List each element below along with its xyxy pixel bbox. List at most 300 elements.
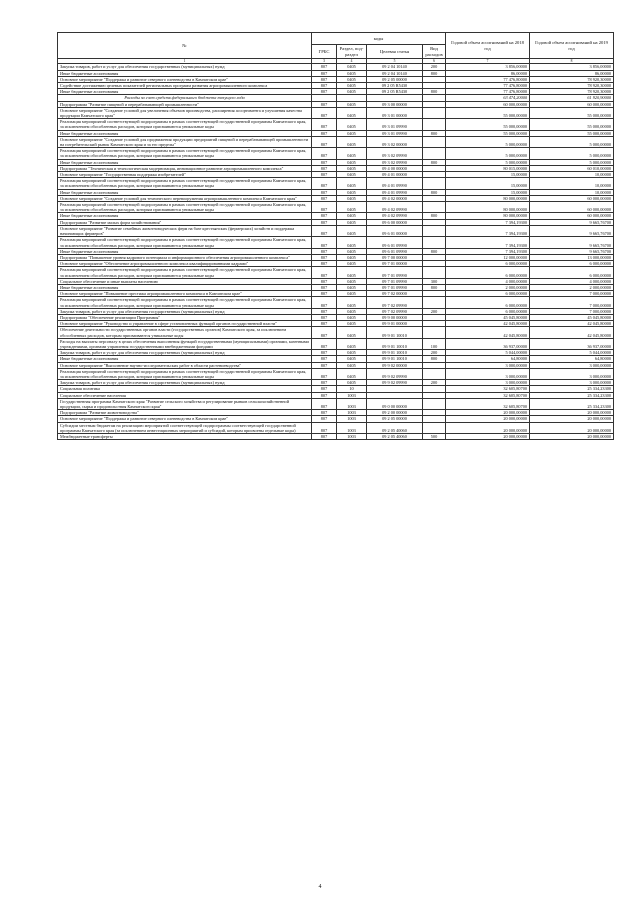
volume-2019: 86,00000 [530,70,614,76]
section-code: 0405 [337,189,367,195]
target-article-code: 09 2 05 40060 [367,422,423,433]
table-row [58,202,614,213]
expense-type-code [423,297,446,308]
target-article-code: 09 9 01 10010 [367,356,423,362]
volume-2019: 20 000,00000 [530,422,614,433]
volume-2018: 6 000,00000 [446,297,530,308]
volume-2019: 55 000,00000 [530,107,614,118]
section-code: 0405 [337,130,367,136]
volume-2018: 3 000,00000 [446,380,530,386]
table-row [58,422,614,433]
row-name: Закупка товаров, работ и услуг для обеспечения государственных (муниципальных) нужд [58,380,312,386]
grbs-code: 807 [312,107,337,118]
table-row [58,398,614,409]
volume-2019: 6 000,00000 [530,267,614,278]
grbs-code: 807 [312,356,337,362]
row-name: Иные бюджетные ассигнования [58,159,312,165]
grbs-code: 807 [312,291,337,297]
section-code: 0405 [337,219,367,225]
expense-type-code [423,225,446,236]
section-code: 0405 [337,225,367,236]
grbs-code: 807 [312,422,337,433]
row-name: Иные бюджетные ассигнования [58,130,312,136]
table-row [58,237,614,248]
grbs-code: 807 [312,278,337,284]
volume-2018: 7 394,19300 [446,219,530,225]
volume-2019: 64,80000 [530,356,614,362]
target-article-code: 09 3 02 09990 [367,159,423,165]
section-code: 1003 [337,416,367,422]
row-name: Реализация мероприятий соответствующей подпрограммы в рамках соответствующей государственной программы Камчатского края, за исключением обособленных расходов, которым присваиваются уникальные коды [58,368,312,379]
section-code: 0405 [337,76,367,82]
table-row [58,178,614,189]
volume-2019: 9 665,76700 [530,219,614,225]
section-code: 0405 [337,308,367,314]
volume-2018: 20 000,00000 [446,422,530,433]
table-row [58,136,614,147]
target-article-code: 09 6 01 09990 [367,248,423,254]
volume-2018: 15,00000 [446,189,530,195]
volume-2019: 60 000,00000 [530,195,614,201]
section-code: 0405 [337,284,367,290]
row-name: Иные бюджетные ассигнования [58,284,312,290]
volume-2018: 15,00000 [446,178,530,189]
expense-type-header: Вид расходов [423,45,446,59]
volume-2018: 2 000,00000 [446,284,530,290]
volume-2019: 7 000,00000 [530,308,614,314]
grbs-code: 807 [312,254,337,260]
target-article-code: 09 3 01 09990 [367,119,423,130]
row-name: Иные бюджетные ассигнования [58,89,312,95]
volume-2019: 7 000,00000 [530,291,614,297]
row-name: Закупка товаров, работ и услуг для обеспечения государственных (муниципальных) нужд [58,350,312,356]
row-name: Основное мероприятие "Развитие семейных животноводческих ферм на базе крестьянских (фермерских) хозяйств и поддержка начинающих фермеров" [58,225,312,236]
volume-2018: 5 000,00000 [446,136,530,147]
row-name: Иные бюджетные ассигнования [58,248,312,254]
volume-2018: 7 394,19300 [446,248,530,254]
row-name: Обеспечение деятельности государственных органов власти (государственных органов) Камчатского края, за исключением обособленных расходов, которым присваиваются уникальные коды [58,327,312,338]
row-name: Подпрограмма "Развитие пищевой и перерабатывающей промышленности" [58,101,312,107]
expense-type-code [423,267,446,278]
grbs-code: 807 [312,338,337,349]
volume-2019: 2 000,00000 [530,284,614,290]
volume-2019: 45 045,80000 [530,314,614,320]
grbs-code: 807 [312,189,337,195]
section-code: 10 [337,386,367,392]
grbs-code: 807 [312,225,337,236]
expense-type-code [423,237,446,248]
row-name: Расходы за счет средств федерального бюджета текущего года [58,95,312,101]
volume-2018: 20 000,00000 [446,416,530,422]
num-column-header: № [58,33,312,59]
volume-2018: 80 015,00000 [446,165,530,171]
expense-type-code: 300 [423,278,446,284]
section-code: 1003 [337,398,367,409]
grbs-code: 807 [312,76,337,82]
volume-2019: 9 665,76700 [530,248,614,254]
table-row [58,327,614,338]
expense-type-code: 800 [423,356,446,362]
grbs-code: 807 [312,386,337,392]
volume-2018: 5 044,00000 [446,350,530,356]
grbs-code: 807 [312,119,337,130]
volume-2019: 42 045,80000 [530,327,614,338]
section-code: 0405 [337,327,367,338]
volume-2019: 20 000,00000 [530,410,614,416]
volume-2019: 20 000,00000 [530,434,614,440]
volume-2018: 77 476,80000 [446,89,530,95]
volume-2019: 9 665,76700 [530,225,614,236]
grbs-code: 807 [312,398,337,409]
expense-type-code [423,136,446,147]
volume-2019: 10,00000 [530,189,614,195]
row-name: Основное мероприятие "Руководство и управление в сфере установленных функций органов государственной власти" [58,321,312,327]
volume-2018: 60 000,00000 [446,101,530,107]
volume-2019: 60 000,00000 [530,101,614,107]
grbs-code: 807 [312,130,337,136]
volume-2018: 3 000,00000 [446,368,530,379]
target-article-code: 09 7 01 00000 [367,261,423,267]
grbs-code: 807 [312,410,337,416]
expense-type-code [423,119,446,130]
volume-2018: 6 000,00000 [446,291,530,297]
table-row [58,148,614,159]
section-code: 0405 [337,172,367,178]
target-article-code: 09 4 02 09990 [367,213,423,219]
row-name: Основное мероприятие "Государственная поддержка изобретателей" [58,172,312,178]
grbs-code: 807 [312,362,337,368]
volume-2018: 20 000,00000 [446,434,530,440]
row-name: Иные бюджетные ассигнования [58,70,312,76]
grbs-code: 807 [312,327,337,338]
table-row [58,267,614,278]
row-name: Подпрограмма "Обеспечение реализации Программы" [58,314,312,320]
expense-type-code [423,148,446,159]
volume-2018: 77 476,80000 [446,83,530,89]
row-name: Основное мероприятие "Повышение престижа агропромышленного комплекса в Камчатском крае" [58,291,312,297]
target-article-code: 09 2 00 00000 [367,410,423,416]
section-code: 1003 [337,434,367,440]
volume-2019: 7 000,00000 [530,297,614,308]
section-code: 0405 [337,321,367,327]
row-name: Социальное обеспечение населения [58,392,312,398]
expense-type-code: 800 [423,284,446,290]
section-code: 0405 [337,362,367,368]
row-name: Социальная политика [58,386,312,392]
section-code: 1003 [337,392,367,398]
expense-type-code: 200 [423,350,446,356]
target-article-code: 09 3 01 00000 [367,107,423,118]
volume-2019: 5 000,00000 [530,159,614,165]
grbs-code: 807 [312,416,337,422]
section-code: 0405 [337,314,367,320]
grbs-code: 807 [312,195,337,201]
expense-type-code: 200 [423,308,446,314]
volume-2018: 3 000,00000 [446,362,530,368]
table-body [58,64,614,440]
row-name: Основное мероприятие "Создание условий для продвижения продукции предприятий пищевой и перерабатывающей промышленности на потребительский рынок Камчатского края и за его пределы" [58,136,312,147]
volume-2018: 12 000,00000 [446,254,530,260]
volume-2019: 20 000,00000 [530,416,614,422]
grbs-code: 807 [312,321,337,327]
target-article-code: 09 7 01 09990 [367,278,423,284]
section-code: 0405 [337,338,367,349]
volume-2018: 63 474,20000 [446,95,530,101]
section-code: 0405 [337,254,367,260]
expense-type-code: 100 [423,338,446,349]
section-code: 0405 [337,202,367,213]
volume-2019: 3 000,00000 [530,362,614,368]
row-name: Основное мероприятие "Поддержка и развитие северного оленеводства в Камчатском крае" [58,76,312,82]
volume-2018: 20 000,00000 [446,410,530,416]
section-code: 0405 [337,291,367,297]
target-article-code: 09 4 02 09990 [367,202,423,213]
target-article-code: 09 9 02 09990 [367,380,423,386]
volume-2018: 6 000,00000 [446,308,530,314]
volume-2018: 4 000,00000 [446,278,530,284]
row-name: Государственная программа Камчатского края "Развитие сельского хозяйства и регулирование рынков сельскохозяйственной продукции, сырья и продовольствия Камчатского края" [58,398,312,409]
row-name: Основное мероприятие "Выполнение научно-исследовательских работ в области растениеводства" [58,362,312,368]
volume-2019: 36 937,00000 [530,338,614,349]
target-article-code: 09 4 01 09990 [367,189,423,195]
target-article-code: 09 2 04 10140 [367,70,423,76]
grbs-code: 807 [312,314,337,320]
target-article-code: 09 4 02 00000 [367,195,423,201]
target-article-code: 09 2 04 10140 [367,64,423,70]
expense-type-code: 200 [423,64,446,70]
volume-2018: 80 000,00000 [446,202,530,213]
section-code: 0405 [337,380,367,386]
row-name: Подпрограмма "Техническая и технологическая модернизация, инновационное развитие агропромышленного комплекса" [58,165,312,171]
table-row [58,107,614,118]
row-name: Закупка товаров, работ и услуг для обеспечения государственных (муниципальных) нужд [58,308,312,314]
budget-table [57,32,614,440]
expense-type-code: 800 [423,189,446,195]
grbs-code: 807 [312,70,337,76]
grbs-code: 807 [312,83,337,89]
volume-2019: 25 334,23300 [530,386,614,392]
target-article-code: 09 4 01 09990 [367,178,423,189]
volume-2018: 45 045,80000 [446,314,530,320]
volume-2018: 80 000,00000 [446,213,530,219]
grbs-header: ГРБС [312,45,337,59]
grbs-code: 807 [312,89,337,95]
grbs-code: 807 [312,350,337,356]
volume-2018: 55 000,00000 [446,130,530,136]
section-code: 0405 [337,148,367,159]
volume-2019: 13 000,00000 [530,254,614,260]
volume-2018: 77 476,80000 [446,76,530,82]
volume-2018: 15,00000 [446,172,530,178]
row-name: Основное мероприятие "Создание условий для технического перевооружения агропромышленного комплекса Камчатского края" [58,195,312,201]
row-name: Основное мероприятие "Поддержка и развитие северного оленеводства в Камчатском крае" [58,416,312,422]
row-name: Подпрограмма "Развитие малых форм хозяйствования" [58,219,312,225]
row-name: Иные бюджетные ассигнования [58,356,312,362]
volume-2019: 78 920,30000 [530,76,614,82]
expense-type-code: 800 [423,159,446,165]
volume-2019: 3 856,00000 [530,64,614,70]
grbs-code: 807 [312,434,337,440]
expense-type-code: 800 [423,89,446,95]
target-article-code: 09 9 01 10010 [367,350,423,356]
target-article-code: 09 2 05 00000 [367,416,423,422]
column-index: 7 [446,59,530,64]
volume-2019: 10,00000 [530,172,614,178]
column-index: 5 [367,59,423,64]
row-name: Закупка товаров, работ и услуг для обеспечения государственных (муниципальных) нужд [58,64,312,70]
section-header: Раздел, под-раздел [337,45,367,59]
target-article-code: 09 9 01 00000 [367,321,423,327]
expense-type-code [423,398,446,409]
expense-type-code: 800 [423,130,446,136]
volume-2018: 32 605,80700 [446,392,530,398]
row-name: Реализация мероприятий соответствующей подпрограммы в рамках соответствующей государственной программы Камчатского края, за исключением обособленных расходов, которым присваиваются уникальные коды [58,148,312,159]
section-code: 0405 [337,261,367,267]
section-code: 0405 [337,195,367,201]
volume-2019: 5 044,00000 [530,350,614,356]
row-name: Реализация мероприятий соответствующей подпрограммы в рамках соответствующей государственной программы Камчатского края, за исключением обособленных расходов, которым присваиваются уникальные коды [58,178,312,189]
volume-2018: 80 000,00000 [446,195,530,201]
grbs-code: 807 [312,261,337,267]
volume-2019-header: Годовой объем ассигнований на 2019 год [530,33,614,59]
column-index: 8 [530,59,614,64]
section-code: 0405 [337,165,367,171]
section-code: 0405 [337,101,367,107]
row-name: Реализация мероприятий соответствующей подпрограммы в рамках соответствующей государственной программы Камчатского края, за исключением обособленных расходов, которым присваиваются уникальные коды [58,297,312,308]
grbs-code: 807 [312,297,337,308]
expense-type-code: 800 [423,213,446,219]
volume-2018: 6 000,00000 [446,261,530,267]
section-code: 0405 [337,178,367,189]
expense-type-code: 500 [423,434,446,440]
section-code: 1003 [337,410,367,416]
target-article-code: 09 6 00 00000 [367,219,423,225]
column-index: 4 [337,59,367,64]
target-article-header: Целевая статья [367,45,423,59]
volume-2019: 25 334,23300 [530,392,614,398]
volume-2019: 25 334,23300 [530,398,614,409]
target-article-code: 09 7 00 00000 [367,254,423,260]
volume-2018: 7 394,19300 [446,237,530,248]
grbs-code: 807 [312,248,337,254]
volume-2019: 5 000,00000 [530,148,614,159]
row-name: Иные бюджетные ассигнования [58,213,312,219]
target-article-code: 09 7 02 00000 [367,291,423,297]
target-article-code: 09 0 00 00000 [367,398,423,409]
section-code: 0405 [337,278,367,284]
volume-2019: 60 010,00000 [530,165,614,171]
section-code: 0405 [337,368,367,379]
expense-type-code [423,422,446,433]
grbs-code: 807 [312,136,337,147]
target-article-code: 09 9 01 10010 [367,327,423,338]
volume-2019: 9 665,76700 [530,237,614,248]
volume-2018: 7 394,19300 [446,225,530,236]
section-code: 0405 [337,159,367,165]
target-article-code: 09 7 02 09990 [367,297,423,308]
target-article-code: 09 9 01 10010 [367,338,423,349]
target-article-code: 09 2 05 R5430 [367,83,423,89]
volume-2018: 5 000,00000 [446,159,530,165]
table-row [58,338,614,349]
row-name: Субсидии местным бюджетам на реализацию мероприятий соответствующей подпрограммы соответствующей государственной программы Камчатского края (за исключением инвестиционных мероприятий и субсидий, которым присвоены отдельные коды) [58,422,312,433]
volume-2018: 32 605,80700 [446,398,530,409]
section-code: 0405 [337,248,367,254]
row-name: Основное мероприятие "Создание условий для увеличения объемов производства, расширения ассортимента и улучшения качества продукции Камчатского края" [58,107,312,118]
column-index: 6 [423,59,446,64]
expense-type-code: 800 [423,248,446,254]
target-article-code: 09 2 05 R5430 [367,89,423,95]
volume-2019: 3 000,00000 [530,368,614,379]
section-code: 0405 [337,64,367,70]
grbs-code: 807 [312,64,337,70]
table-row [58,368,614,379]
target-article-code: 09 7 01 09990 [367,284,423,290]
target-article-code: 09 7 02 09990 [367,308,423,314]
expense-type-code: 200 [423,380,446,386]
section-code: 0405 [337,267,367,278]
expense-type-code [423,368,446,379]
row-name: Реализация мероприятий соответствующей подпрограммы в рамках соответствующей государственной программы Камчатского края, за исключением обособленных расходов, которым присваиваются уникальные коды [58,119,312,130]
expense-type-code: 800 [423,70,446,76]
grbs-code: 807 [312,308,337,314]
section-code: 0405 [337,136,367,147]
table-row [58,225,614,236]
grbs-code: 807 [312,202,337,213]
column-index: 1 [58,59,312,64]
expense-type-code [423,202,446,213]
volume-2019: 78 920,30000 [530,89,614,95]
section-code: 0405 [337,107,367,118]
section-code: 0405 [337,350,367,356]
volume-2018: 86,00000 [446,70,530,76]
volume-2018: 3 856,00000 [446,64,530,70]
target-article-code: 09 6 01 00000 [367,225,423,236]
grbs-code: 807 [312,148,337,159]
section-code: 0405 [337,213,367,219]
row-name: Реализация мероприятий соответствующей подпрограммы в рамках соответствующей государственной программы Камчатского края, за исключением обособленных расходов, которым присваиваются уникальные коды [58,237,312,248]
row-name: Подпрограмма "Повышение уровня кадрового потенциала и информационного обеспечения агропромышленного комплекса" [58,254,312,260]
grbs-code: 807 [312,392,337,398]
target-article-code: 09 6 01 09990 [367,237,423,248]
volume-2019: 5 000,00000 [530,136,614,147]
target-article-code: 09 3 02 09990 [367,148,423,159]
section-code: 0405 [337,83,367,89]
volume-2019: 60 000,00000 [530,213,614,219]
volume-2019: 55 000,00000 [530,119,614,130]
grbs-code: 807 [312,284,337,290]
target-article-code: 09 7 01 09990 [367,267,423,278]
row-name: Содействие достижению целевых показателей региональных программ развития агропромышленного комплекса [58,83,312,89]
table-row [58,434,614,440]
target-article-code: 09 9 00 00000 [367,314,423,320]
volume-2018: 64,80000 [446,356,530,362]
volume-2018-header: Годовой объем ассигнований на 2018 год [446,33,530,59]
target-article-code: 09 3 00 00000 [367,101,423,107]
row-name: Основное мероприятие "Обеспечение агропромышленного комплекса квалифицированными кадрами" [58,261,312,267]
section-code: 0405 [337,89,367,95]
volume-2018: 5 000,00000 [446,148,530,159]
target-article-code: 09 9 02 09990 [367,368,423,379]
grbs-code: 807 [312,101,337,107]
volume-2018: 36 937,00000 [446,338,530,349]
volume-2018: 42 045,80000 [446,321,530,327]
volume-2019: 6 000,00000 [530,261,614,267]
target-article-code: 09 4 00 00000 [367,165,423,171]
grbs-code: 807 [312,267,337,278]
grbs-code: 807 [312,368,337,379]
table-row [58,297,614,308]
